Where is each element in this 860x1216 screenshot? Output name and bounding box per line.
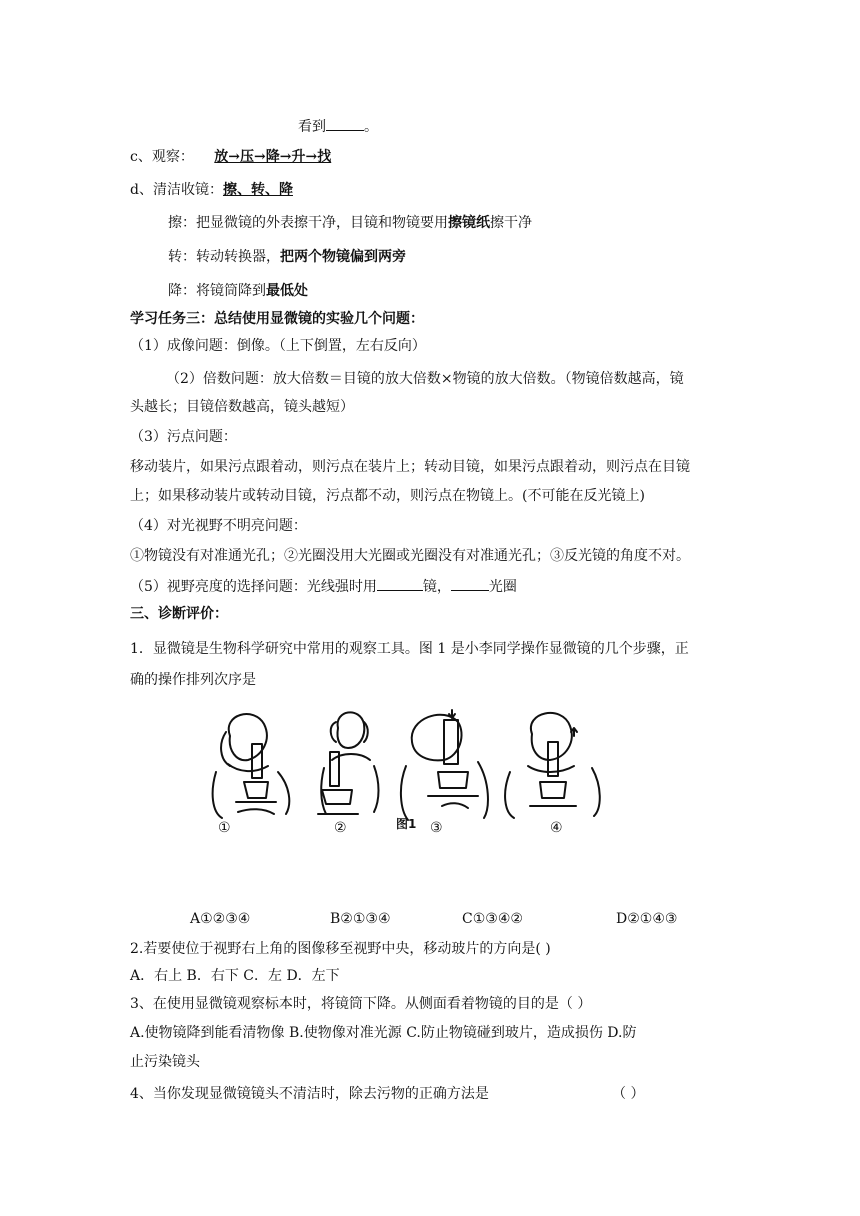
step-label-2: ② — [334, 820, 347, 836]
step-4-illustration — [505, 713, 600, 818]
problem-1: （1）成像问题：倒像。（上下倒置，左右反向） — [130, 338, 426, 354]
problem-3: （3）污点问题： — [130, 429, 237, 445]
option-d: D②①④③ — [616, 911, 678, 927]
option-a: A①②③④ — [190, 911, 251, 927]
line-turn: 转：转动转换器，把两个物镜偏到两旁 — [168, 249, 406, 265]
observe-steps: 放→压→降→升→找 — [214, 149, 332, 165]
section-diagnosis-heading: 三、诊断评价： — [130, 606, 228, 622]
step-label-1: ① — [218, 820, 231, 836]
question-2-options: A．右上 B．右下 C．左 D．左下 — [130, 968, 340, 984]
step-label-3: ③ — [430, 820, 443, 836]
option-b: B②①③④ — [330, 911, 391, 927]
step-2-illustration — [318, 712, 379, 814]
question-1: 1．显微镜是生物科学研究中常用的观察工具。图 1 是小李同学操作显微镜的几个步骤，正 — [130, 641, 689, 657]
option-c: C①③④② — [462, 911, 523, 927]
problem-4: （4）对光视野不明亮问题： — [130, 518, 307, 534]
step-3-illustration — [401, 710, 488, 820]
line-lower: 降：将镜筒降到最低处 — [168, 283, 308, 299]
problem-2-cont: 头越长；目镜倍数越高，镜头越短） — [130, 399, 354, 415]
line-seen: 看到 。 — [298, 116, 378, 136]
problem-2: （2）倍数问题：放大倍数＝目镜的放大倍数×物镜的放大倍数。（物镜倍数越高，镜 — [166, 371, 684, 387]
question-4-bracket: （ ） — [612, 1086, 645, 1102]
step-1-illustration — [213, 714, 290, 818]
microscope-steps-figure — [208, 702, 608, 836]
task3-heading: 学习任务三：总结使用显微镜的实验几个问题： — [130, 311, 424, 327]
problem-4-text: ①物镜没有对准通光孔；②光圈没用大光圈或光圈没有对准通光孔；③反光镜的角度不对。 — [130, 548, 690, 564]
answer-blank — [377, 576, 423, 591]
question-3: 3、在使用显微镜观察标本时，将镜筒下降。从侧面看着物镜的目的是（ ） — [130, 996, 592, 1012]
answer-blank — [451, 576, 489, 591]
question-1-cont: 确的操作排列次序是 — [130, 672, 256, 688]
line-clean: d、清洁收镜：擦、转、降 — [130, 182, 293, 198]
line-wipe: 擦：把显微镜的外表擦干净，目镜和物镜要用擦镜纸擦干净 — [168, 215, 532, 231]
question-3-options: A.使物镜降到能看清物像 B.使物像对准光源 C.防止物镜碰到玻片，造成损伤 D.防 — [130, 1025, 637, 1041]
question-4: 4、当你发现显微镜镜头不清洁时，除去污物的正确方法是 — [130, 1086, 489, 1102]
problem-5: （5）视野亮度的选择问题：光线强时用 镜， 光圈 — [130, 576, 517, 596]
problem-3-text-2: 上；如果移动装片或转动目镜，污点都不动，则污点在物镜上。(不可能在反光镜上) — [130, 488, 645, 504]
question-3-options-cont: 止污染镜头 — [130, 1054, 200, 1070]
figure-caption: 图1 — [396, 817, 417, 831]
problem-3-text-1: 移动装片，如果污点跟着动，则污点在装片上；转动目镜，如果污点跟着动，则污点在目镜 — [130, 459, 690, 475]
answer-blank — [326, 116, 364, 131]
step-label-4: ④ — [550, 820, 563, 836]
question-2: 2.若要使位于视野右上角的图像移至视野中央，移动玻片的方向是( ) — [130, 941, 551, 957]
line-observe: c、观察： 放→压→降→升→找 — [130, 149, 332, 165]
